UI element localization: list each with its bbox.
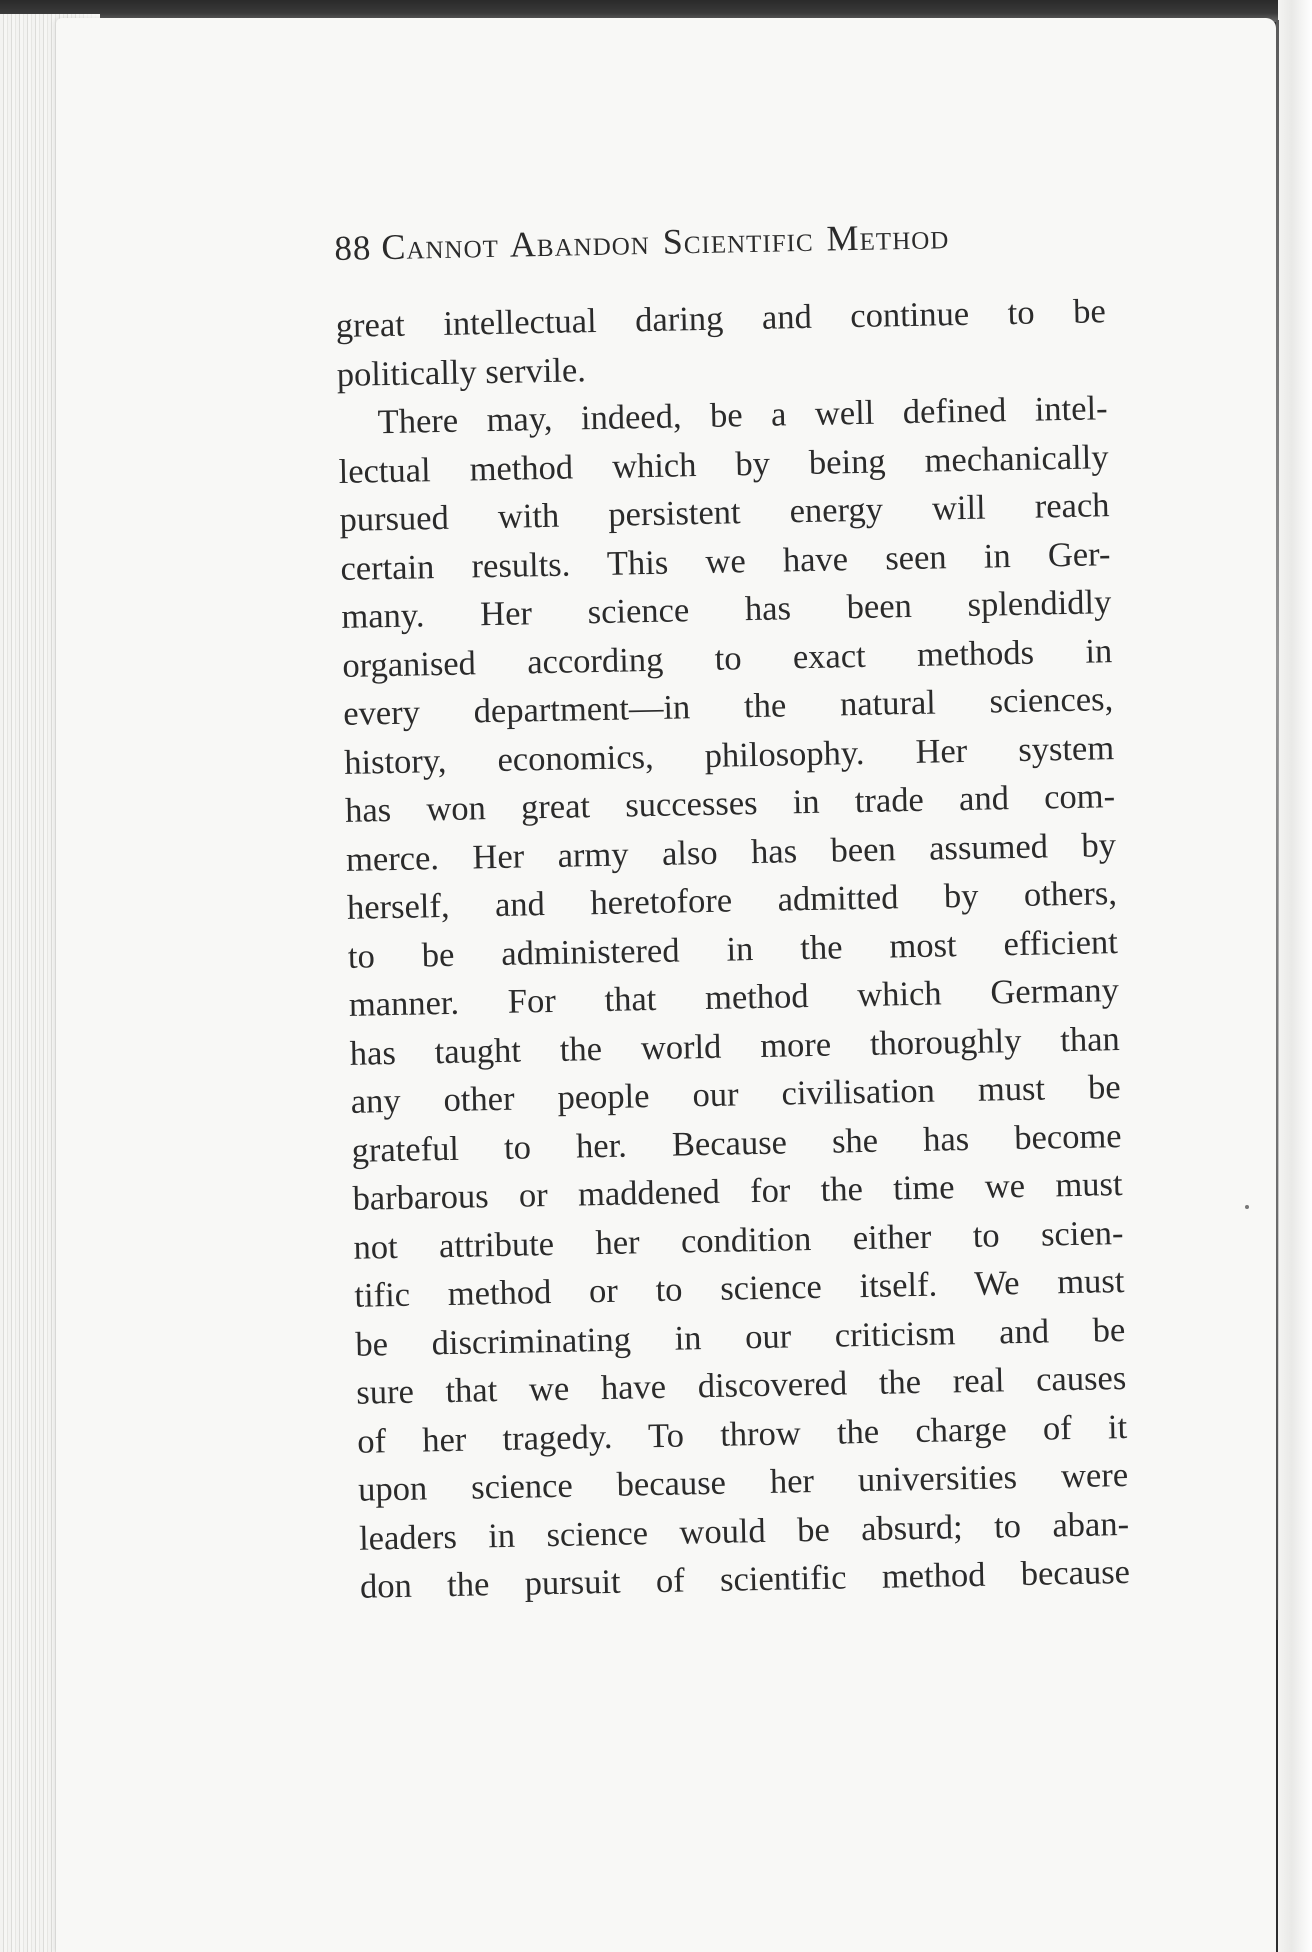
text-line: every department—in the natural sciences, [342,680,1114,733]
text-line: certain results. This we have seen in Ger- [340,534,1111,588]
text-line: great intellectual daring and continue to be [335,292,1107,345]
text-line: many. Her science has been splendidly [341,583,1112,636]
text-line: not attribute her condition either to scien- [353,1213,1124,1267]
page-number: 88 [333,228,372,268]
text-line: leaders in science would be absurd; to aban- [358,1504,1130,1558]
text-line: grateful to her. Because she has become [351,1116,1122,1170]
text-line: has taught the world more thoroughly than [349,1019,1121,1073]
text-line: lectual method which by being mechanically [338,437,1109,491]
right-margin [1278,0,1312,1952]
text-line: herself, and heretofore admitted by others, [346,874,1118,927]
paragraph [335,287,1137,399]
binding-shadow [1276,20,1279,1620]
dust-speck [1245,1205,1249,1209]
paragraph [337,384,1160,1612]
text-line: politically servile. [336,350,587,394]
text-line: any other people our civilisation must be [350,1068,1121,1121]
body-text [335,287,1160,1612]
text-line: be discriminating in our criticism and be [355,1310,1126,1364]
text-line: of her tragedy. To throw the charge of it [356,1407,1128,1461]
text-line: pursued with persistent energy will reach [339,486,1110,539]
text-line: upon science because her universities were [357,1455,1129,1509]
text-line: barbarous or maddened for the time we must [352,1165,1123,1218]
text-line: tific method or to science itself. We must [354,1262,1125,1315]
text-line: merce. Her army also has been assumed by [345,825,1117,879]
page-text-block [334,215,1160,1612]
text-line: don the pursuit of scientific method because [359,1552,1131,1606]
text-line: has won great successes in trade and com- [344,777,1116,830]
text-line: There may, indeed, be a well defined intel- [377,389,1108,442]
text-line: manner. For that method which Germany [348,971,1120,1024]
text-line: history, economics, philosophy. Her system [343,728,1115,782]
text-line: to be administered in the most efficient [347,922,1119,976]
text-line: sure that we have discovered the real causes [355,1359,1127,1412]
chapter-title: Cannot Abandon Scientific Method [380,216,950,268]
text-line: organised according to exact methods in [341,631,1113,685]
